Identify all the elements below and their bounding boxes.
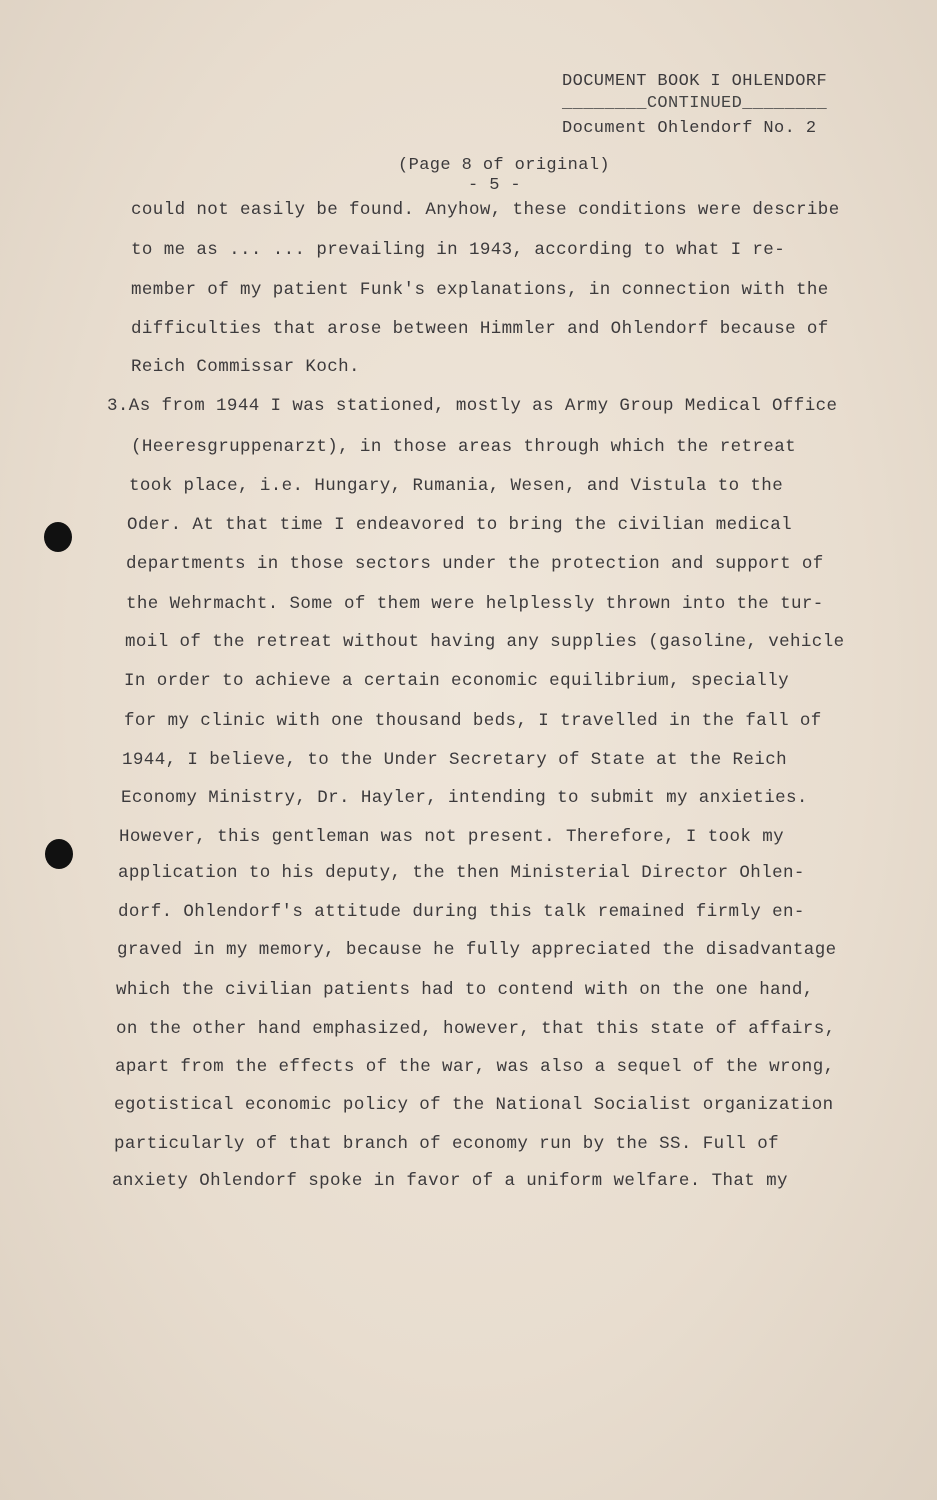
text-line: apart from the effects of the war, was also a sequel of the wrong,: [115, 1057, 835, 1077]
text-line: dorf. Ohlendorf's attitude during this talk remained firmly en-: [118, 902, 805, 922]
text-line: anxiety Ohlendorf spoke in favor of a uniform welfare. That my: [112, 1171, 788, 1191]
text-line: difficulties that arose between Himmler and Ohlendorf because of: [131, 319, 829, 339]
text-line: graved in my memory, because he fully appreciated the disadvantage: [117, 940, 837, 960]
text-line: Reich Commissar Koch.: [131, 357, 360, 377]
text-line: member of my patient Funk's explanations, in connection with the: [131, 280, 829, 300]
text-line: application to his deputy, the then Ministerial Director Ohlen-: [118, 863, 805, 883]
text-line: the Wehrmacht. Some of them were helplessly thrown into the tur-: [126, 594, 824, 614]
text-line: took place, i.e. Hungary, Rumania, Wesen, and Vistula to the: [129, 476, 784, 496]
punch-hole-lower: [45, 839, 73, 869]
original-page-reference: (Page 8 of original): [398, 156, 611, 175]
text-line: on the other hand emphasized, however, that this state of affairs,: [116, 1019, 836, 1039]
header-continued: CONTINUED: [646, 94, 743, 113]
text-line: could not easily be found. Anyhow, these conditions were describe: [131, 200, 840, 220]
text-line: 3.As from 1944 I was stationed, mostly as Army Group Medical Office: [107, 396, 838, 416]
text-line: egotistical economic policy of the National Socialist organization: [114, 1095, 834, 1115]
text-line: moil of the retreat without having any supplies (gasoline, vehicle: [125, 632, 845, 652]
header-document-number: Document Ohlendorf No. 2: [562, 119, 817, 138]
text-line: which the civilian patients had to contend with on the one hand,: [116, 980, 814, 1000]
header-title: DOCUMENT BOOK I OHLENDORF: [562, 72, 828, 91]
text-line: In order to achieve a certain economic equilibrium, specially: [124, 671, 790, 691]
text-line: particularly of that branch of economy run by the SS. Full of: [114, 1134, 780, 1154]
text-line: Oder. At that time I endeavored to bring the civilian medical: [127, 515, 793, 535]
text-line: to me as ... ... prevailing in 1943, according to what I re-: [131, 240, 786, 260]
punch-hole-upper: [44, 522, 72, 552]
text-line: However, this gentleman was not present. Therefore, I took my: [119, 827, 785, 847]
text-line: Economy Ministry, Dr. Hayler, intending to submit my anxieties.: [121, 788, 808, 808]
header-dash-line: ________CONTINUED________: [562, 94, 828, 113]
text-line: (Heeresgruppenarzt), in those areas through which the retreat: [131, 437, 797, 457]
text-line: departments in those sectors under the protection and support of: [126, 554, 824, 574]
text-line: for my clinic with one thousand beds, I travelled in the fall of: [124, 711, 822, 731]
text-line: 1944, I believe, to the Under Secretary of State at the Reich: [122, 750, 788, 770]
page-number: - 5 -: [468, 176, 522, 195]
